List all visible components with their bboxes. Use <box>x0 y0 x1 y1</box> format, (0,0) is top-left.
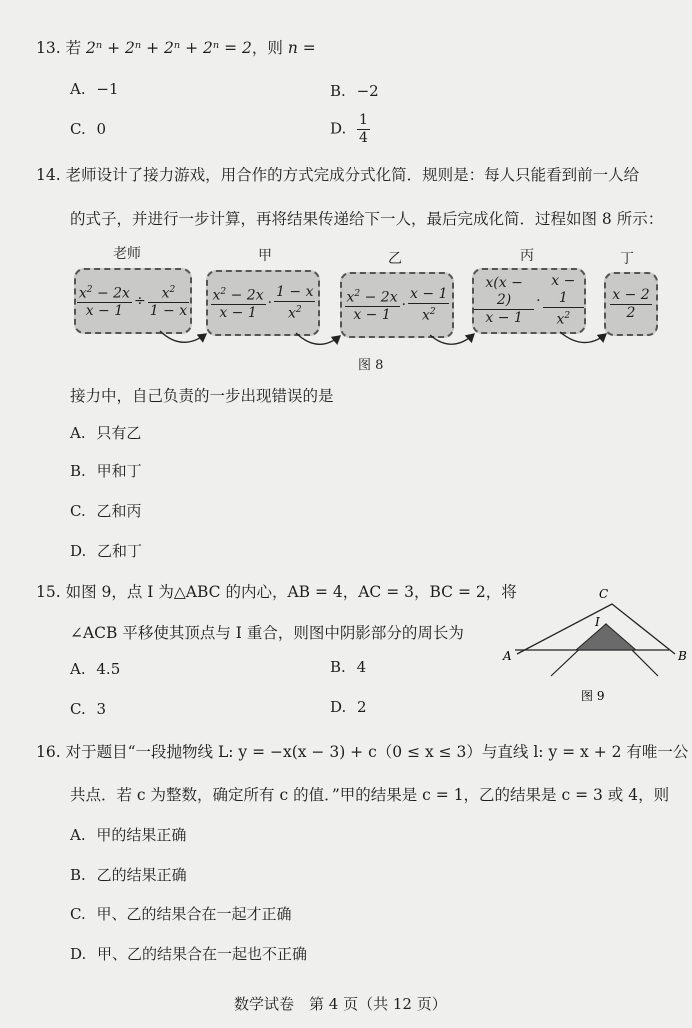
q13-equation: 2ⁿ + 2ⁿ + 2ⁿ + 2ⁿ = 2 <box>86 39 252 57</box>
q16-line-2: 共点．若 c 为整数，确定所有 c 的值．”甲的结果是 c = 1，乙的结果是 c = 3 或 4，则 <box>70 786 670 804</box>
relay-box-yi: $\frac{x^2 - 2x}{x - 1}$ · $\frac{x - 1}{x^2}$ <box>340 272 454 338</box>
vertex-label-a: A <box>503 649 512 663</box>
option-letter: B. <box>330 82 346 100</box>
relay-box-jia: $\frac{x^2 - 2x}{x - 1}$ · $\frac{1 - x}{x^2}$ <box>206 270 320 336</box>
option-letter: C. <box>70 502 86 520</box>
option-letter: D. <box>70 542 87 560</box>
option-letter: D. <box>70 945 87 963</box>
q14-line-2: 的式子，并进行一步计算，再将结果传递给下一人，最后完成化简．过程如图 8 所示： <box>70 210 664 228</box>
arrow-icon <box>296 333 340 344</box>
option-letter: B. <box>330 658 346 676</box>
option-text: 4 <box>356 658 367 676</box>
option-text: 甲和丁 <box>96 462 142 480</box>
q15-option-c <box>70 700 106 718</box>
person-label-ding: 丁 <box>620 251 634 267</box>
q15-option-b <box>330 658 366 676</box>
option-text: 0 <box>96 120 107 138</box>
q15-number: 15. <box>36 583 61 601</box>
option-text: 甲的结果正确 <box>96 826 187 844</box>
option-text: 2 <box>357 698 367 716</box>
option-text: 3 <box>96 700 107 718</box>
person-label-bing: 丙 <box>520 248 534 264</box>
option-letter: D. <box>330 119 347 138</box>
figure-9-caption: 图 9 <box>581 689 605 703</box>
option-letter: A. <box>70 826 86 844</box>
option-text: 甲、乙的结果合在一起才正确 <box>96 905 292 923</box>
relay-box-bing: $\frac{x(x - 2)}{x - 1}$ · $\frac{x - 1}{x^2}$ <box>472 268 586 334</box>
option-letter: C. <box>70 120 86 138</box>
option-letter: C. <box>70 905 86 923</box>
vertex-label-b: B <box>678 649 687 663</box>
q14-option-b <box>70 460 142 481</box>
q13-unknown: n = <box>287 39 316 57</box>
arrow-icon <box>160 331 206 342</box>
option-text: 只有乙 <box>96 424 142 442</box>
option-letter: D. <box>330 698 347 716</box>
q15-line-2: ∠ACB 平移使其顶点与 I 重合，则图中阴影部分的周长为 <box>70 624 464 642</box>
person-label-teacher: 老师 <box>113 246 141 262</box>
arrow-icon <box>430 334 474 344</box>
q14-option-c <box>70 500 142 521</box>
arrow-icon <box>560 332 606 343</box>
fraction-denominator: 4 <box>359 130 368 146</box>
q15-text-1: 如图 9，点 I 为△ABC 的内心，AB = 4，AC = 3，BC = 2，将 <box>65 583 517 601</box>
q15-option-d <box>330 698 367 716</box>
q13-prefix: 若 <box>65 39 82 57</box>
option-text: −1 <box>96 80 119 98</box>
option-text: −2 <box>356 82 379 100</box>
q15-line-1 <box>36 580 517 602</box>
option-text: 甲、乙的结果合在一起也不正确 <box>97 945 308 963</box>
option-letter: B. <box>70 462 86 480</box>
option-text: 乙和丁 <box>97 542 143 560</box>
option-text: 4.5 <box>96 660 121 678</box>
shaded-region <box>576 624 636 650</box>
q16-number: 16. <box>36 743 61 761</box>
option-letter: A. <box>70 660 86 678</box>
q14-text-1: 老师设计了接力游戏，用合作的方式完成分式化简．规则是：每人只能看到前一人给 <box>65 166 640 184</box>
figure-9-triangle <box>495 582 691 712</box>
vertex-label-i: I <box>595 615 600 629</box>
q13-suffix: ，则 <box>251 39 283 57</box>
option-letter: B. <box>70 866 86 884</box>
person-label-yi: 乙 <box>388 251 402 267</box>
q14-number: 14. <box>36 166 61 184</box>
q14-question: 接力中，自己负责的一步出现错误的是 <box>70 387 334 405</box>
vertex-label-c: C <box>599 587 609 601</box>
option-letter: C. <box>70 700 86 718</box>
option-letter: A. <box>70 424 86 442</box>
q15-option-a <box>70 660 120 678</box>
q16-option-b <box>70 864 187 885</box>
fraction-numerator: 1 <box>359 112 368 128</box>
q16-option-a <box>70 824 186 845</box>
option-text: 乙的结果正确 <box>96 866 187 884</box>
q14-option-a <box>70 422 141 443</box>
relay-box-teacher: $\frac{x^2 - 2x}{x - 1}$ ÷ $\frac{x^2}{1 - x}$ <box>74 268 192 334</box>
option-text: 乙和丙 <box>96 502 142 520</box>
q16-option-d <box>70 943 307 964</box>
q16-option-c <box>70 903 292 924</box>
q16-text-1: 对于题目“一段抛物线 L: y = −x(x − 3) + c（0 ≤ x ≤ 3）与直线 l: y = x + 2 有唯一公 <box>65 743 689 761</box>
page-footer: 数学试卷 第 4 页（共 12 页） <box>234 995 447 1013</box>
q14-option-d <box>70 540 142 561</box>
figure-8-caption: 图 8 <box>358 358 384 373</box>
q16-line-1 <box>36 740 688 762</box>
q13-number: 13. <box>36 39 61 57</box>
option-letter: A. <box>70 80 86 98</box>
relay-box-ding: $\frac{x - 2}{2}$ <box>604 272 658 336</box>
person-label-jia: 甲 <box>258 248 272 264</box>
